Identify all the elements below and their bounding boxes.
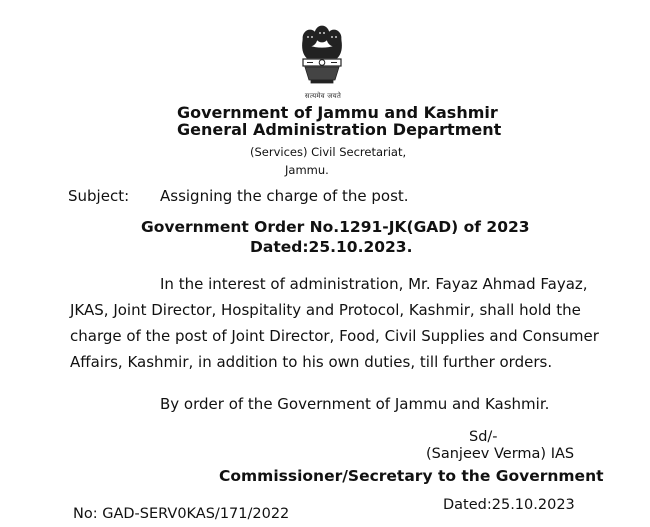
body-line: Affairs, Kashmir, in addition to his own duties, till further orders. — [70, 353, 553, 371]
department-heading: General Administration Department — [177, 120, 502, 139]
signature-mark: Sd/- — [469, 429, 498, 445]
subject-text: Assigning the charge of the post. — [160, 187, 409, 205]
emblem-motto: सत्यमेव जयते — [304, 92, 342, 100]
address-line-2: Jammu. — [285, 163, 329, 177]
order-title: Government Order No.1291-JK(GAD) of 2023 — [141, 218, 530, 236]
body-line: JKAS, Joint Director, Hospitality and Protocol, Kashmir, shall hold the — [70, 301, 581, 319]
body-line: In the interest of administration, Mr. Fayaz Ahmad Fayaz, — [160, 275, 588, 293]
ashoka-emblem-icon — [291, 22, 353, 96]
signatory-name: (Sanjeev Verma) IAS — [426, 446, 575, 462]
body-line: charge of the post of Joint Director, Food, Civil Supplies and Consumer — [70, 327, 599, 345]
subject-label: Subject: — [68, 187, 130, 205]
reference-date: Dated:25.10.2023 — [443, 497, 575, 513]
government-heading: Government of Jammu and Kashmir — [177, 103, 498, 122]
by-order-line: By order of the Government of Jammu and Kashmir. — [160, 395, 550, 413]
reference-number: No: GAD-SERV0KAS/171/2022 — [73, 506, 290, 522]
signatory-designation: Commissioner/Secretary to the Government — [219, 467, 604, 485]
order-date: Dated:25.10.2023. — [250, 238, 413, 256]
address-line-1: (Services) Civil Secretariat, — [250, 145, 407, 159]
